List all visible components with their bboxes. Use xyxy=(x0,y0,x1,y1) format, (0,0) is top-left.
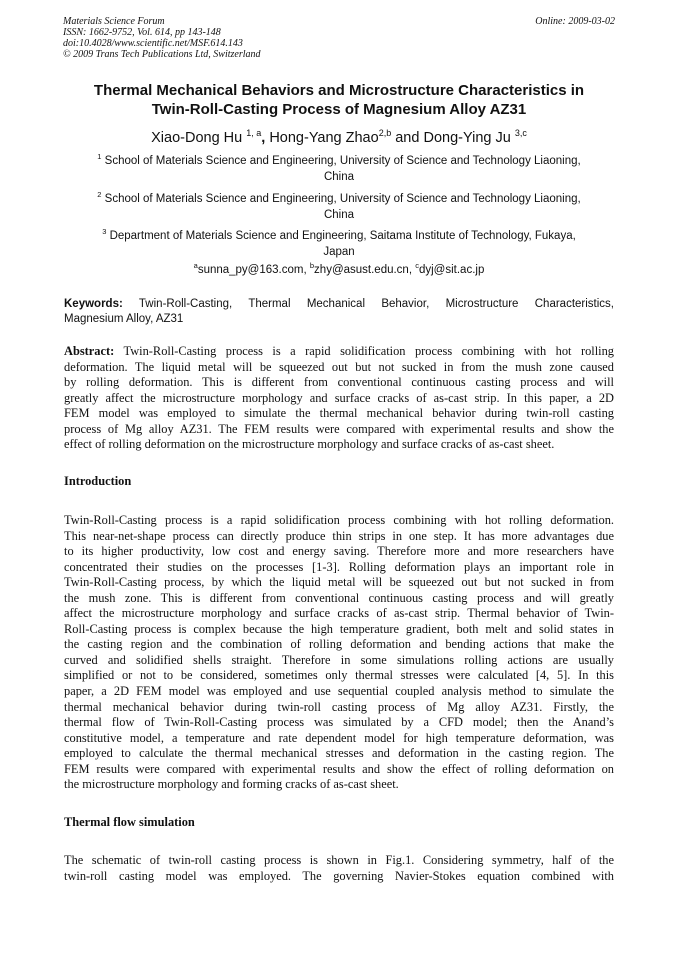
introduction-line: thermal flow of Twin-Roll-Casting process was simulated by a CFD model; then the Anand’s xyxy=(64,715,614,730)
affiliation-country: Japan xyxy=(323,246,355,258)
thermal-flow-line: The schematic of twin-roll casting process is shown in Fig.1. Considering symmetry, half of the xyxy=(64,853,614,867)
affiliation-text: School of Materials Science and Engineering, University of Science and Technology Liaoning, xyxy=(104,155,581,167)
thermal-flow-line: twin-roll casting model was employed. The governing Navier-Stokes equation combined with xyxy=(64,868,614,883)
introduction-line: FEM results were compared with experimental results and show the effect of rolling deformation on xyxy=(64,761,614,776)
doi-line: doi:10.4028/www.scientific.net/MSF.614.143 xyxy=(63,38,243,49)
introduction-line: thermal mechanical behavior during twin-roll casting process of Mg alloy AZ31. Firstly, the xyxy=(64,699,614,714)
keywords-line-1: Twin-Roll-Casting, Thermal Mechanical Behavior, Microstructure Characteristics, xyxy=(138,298,614,310)
copyright-line: © 2009 Trans Tech Publications Ltd, Switzerland xyxy=(63,49,261,60)
introduction-line: Roll-Casting process is complex because the high temperature gradient, both melt and solid states in xyxy=(64,621,614,636)
abstract-label: Abstract: xyxy=(64,344,115,358)
abstract-line: Twin-Roll-Casting process is a rapid solidification process combining with hot rolling xyxy=(123,344,615,358)
abstract-line: effect of rolling deformation on the microstructure morphology and surface cracks of as-cast sheet. xyxy=(64,437,555,452)
introduction-line: curved and solidified shells straight. Therefore in some simulations rolling actions are usually xyxy=(64,652,614,667)
email-b-marker: b xyxy=(309,261,315,270)
affiliation-text: Department of Materials Science and Engineering, Saitama Institute of Technology, Fukaya, xyxy=(109,230,576,242)
affiliation-number: 1 xyxy=(97,152,102,161)
affiliation-1 xyxy=(64,153,614,185)
affiliation-2 xyxy=(64,191,614,223)
author-emails xyxy=(64,262,614,278)
introduction-line: paper, a 2D FEM model was employed and use sequential coupled analysis method to simulate the xyxy=(64,684,614,699)
journal-header xyxy=(63,16,615,60)
author-2-affil: 2,b xyxy=(378,128,392,138)
introduction-line: the microstructure morphology and forming cracks of as-cast sheet. xyxy=(64,777,399,792)
title-line-1: Thermal Mechanical Behaviors and Microstructure Characteristics in xyxy=(93,82,585,99)
introduction-body xyxy=(64,513,614,793)
abstract-block xyxy=(64,344,614,453)
title-line-2: Twin-Roll-Casting Process of Magnesium Alloy AZ31 xyxy=(151,101,527,118)
author-3: Dong-Ying Ju xyxy=(423,130,511,146)
author-1-affil: 1, a xyxy=(246,128,262,138)
author-1: Xiao-Dong Hu xyxy=(151,130,243,146)
email-b: zhy@asust.edu.cn, xyxy=(314,264,413,276)
abstract-line: FEM model was employed to simulate the thermal mechanical behavior during twin-roll casting xyxy=(64,406,614,421)
thermal-flow-body xyxy=(64,853,614,884)
keywords-block xyxy=(64,297,614,327)
keywords-label: Keywords: xyxy=(64,298,123,310)
thermal-flow-heading: Thermal flow simulation xyxy=(64,815,195,829)
email-c: dyj@sit.ac.jp xyxy=(418,264,485,276)
keywords-line-2: Magnesium Alloy, AZ31 xyxy=(64,313,184,325)
introduction-line: constitutive model, a temperature and rate dependent model for high temperature deformation, was xyxy=(64,730,614,745)
online-date: Online: 2009-03-02 xyxy=(535,16,615,27)
affiliation-text: School of Materials Science and Engineering, University of Science and Technology Liaoning, xyxy=(104,193,581,205)
introduction-line: Twin-Roll-Casting process is a rapid solidification process combining with hot rolling deformation. xyxy=(64,513,614,527)
email-a: sunna_py@163.com, xyxy=(197,264,307,276)
journal-name: Materials Science Forum xyxy=(63,16,165,27)
introduction-line: to its higher productivity, low cost and energy saving. Therefore more and more researchers have xyxy=(64,544,614,559)
affiliation-3 xyxy=(64,228,614,260)
author-list: Xiao-Dong Hu $^{1, a}$, Hong-Yang Zhao$^{2,b}$ and Dong-Ying Ju $^{3,c}$ xyxy=(151,128,527,146)
introduction-line: employed to calculate the thermal mechanical stresses and deformation in the casting region. The xyxy=(64,746,614,761)
introduction-line: affect the microstructure morphology and surface cracks of as-cast strip. Thermal behavior of Twin- xyxy=(64,606,614,621)
author-and: and xyxy=(395,130,420,146)
introduction-line: simplified or not to be considered, sometimes only thermal stresses were calculated [4, 5]. In this xyxy=(64,668,614,683)
introduction-line: This near-net-shape process can directly produce thin strips in one step. It has more advantages due xyxy=(64,528,614,543)
abstract-line: process of Mg alloy AZ31. The FEM results were compared with experimental results and show the xyxy=(64,421,614,436)
introduction-heading: Introduction xyxy=(64,474,132,488)
introduction-line: the casting region and the combination of rolling deformation and bending actions that make the xyxy=(64,637,614,652)
abstract-line: greatly affect the microstructure morphology and surface cracks of as-cast strip. In this paper, a 2D xyxy=(64,390,614,405)
abstract-line: deformation. The liquid metal will be squeezed out but not sucked in from the mush zone caused xyxy=(64,359,614,374)
author-2: Hong-Yang Zhao xyxy=(269,130,379,146)
issn-line: ISSN: 1662-9752, Vol. 614, pp 143-148 xyxy=(63,27,221,38)
affiliation-number: 2 xyxy=(97,190,102,199)
introduction-line: concentrated their studies on the processes [1-3]. Rolling deformation plays an important role in xyxy=(64,559,614,574)
author-3-affil: 3,c xyxy=(514,128,527,138)
email-c-marker: c xyxy=(415,261,419,270)
abstract-line: by rolling deformation. This is different from conventional continuous casting process and will xyxy=(64,375,614,390)
paper-title xyxy=(60,81,618,119)
affiliation-number: 3 xyxy=(102,227,107,236)
introduction-line: the mush zone. This is different from conventional continuous casting process and will greatly xyxy=(64,590,614,605)
affiliation-country: China xyxy=(323,171,355,183)
introduction-line: Twin-Roll-Casting process, by which the liquid metal will be squeezed out but not sucked in from xyxy=(64,575,614,590)
affiliation-country: China xyxy=(323,209,355,221)
email-a-marker: a xyxy=(193,261,198,270)
